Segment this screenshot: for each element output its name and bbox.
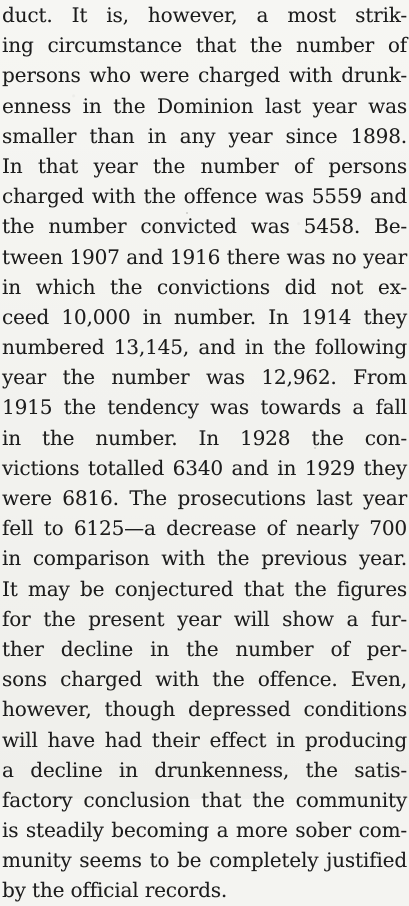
article-line: ceed 10,000 in number. In 1914 they — [2, 304, 407, 329]
article-line: in which the convictions did not ex- — [2, 274, 407, 299]
article-line: will have had their effect in producing — [2, 727, 407, 752]
article-line: factory conclusion that the community — [2, 787, 407, 812]
article-line: enness in the Dominion last year was — [2, 93, 407, 118]
article-line: however, though depressed conditions — [2, 697, 407, 722]
print-speck — [314, 447, 316, 449]
article-text-column — [2, 0, 407, 906]
article-line: were 6816. The prosecutions last year — [2, 486, 407, 510]
article-line: It may be conjectured that the figures — [2, 576, 407, 601]
article-line: 1915 the tendency was towards a fall — [2, 395, 407, 420]
article-line: a decline in drunkenness, the satis- — [2, 757, 407, 782]
article-line: persons who were charged with drunk- — [2, 63, 407, 88]
article-line: fell to 6125—a decrease of nearly 700 — [2, 516, 407, 541]
article-line: tween 1907 and 1916 there was no year — [2, 244, 407, 269]
print-speck — [96, 645, 98, 647]
article-line: smaller than in any year since 1898. — [2, 123, 407, 148]
article-line: duct. It is, however, a most strik- — [2, 3, 407, 27]
article-line: victions totalled 6340 and in 1929 they — [2, 455, 407, 480]
article-line: charged with the offence was 5559 and — [2, 184, 407, 209]
article-line: ing circumstance that the number of — [2, 33, 407, 58]
article-line: In that year the number of persons — [2, 153, 407, 178]
article-line: is steadily becoming a more sober com- — [2, 818, 407, 843]
article-line: for the present year will show a fur- — [2, 606, 407, 631]
article-line: the number convicted was 5458. Be- — [2, 214, 407, 239]
article-line: in the number. In 1928 the con- — [2, 425, 407, 450]
article-line: by the official records. — [2, 878, 228, 903]
article-line: sons charged with the offence. Even, — [2, 667, 407, 692]
article-line: munity seems to be completely justified — [2, 848, 407, 873]
print-speck — [186, 212, 188, 214]
article-line: numbered 13,145, and in the following — [2, 335, 407, 360]
article-line: ther decline in the number of per- — [2, 636, 407, 661]
article-line: in comparison with the previous year. — [2, 546, 407, 571]
article-line: year the number was 12,962. From — [2, 365, 407, 390]
